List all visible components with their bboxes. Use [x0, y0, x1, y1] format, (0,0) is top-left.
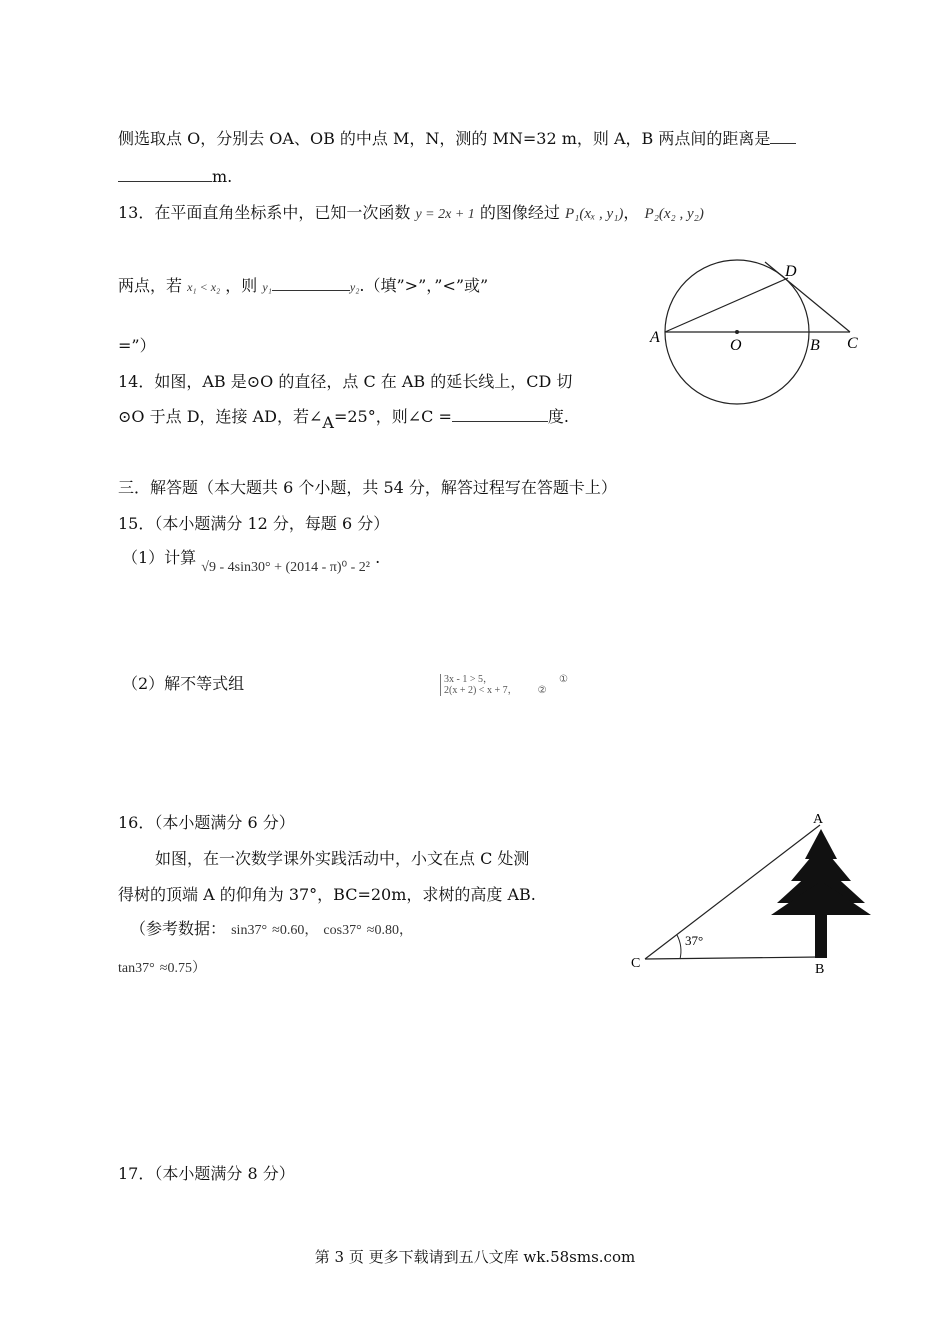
q15-part1: （1）计算 √9 - 4sin30° + (2014 - π)⁰ - 2² .: [122, 548, 381, 575]
q13-function: y = 2x + 1: [415, 207, 475, 222]
label-o: O: [730, 337, 742, 354]
q14-blank: [452, 421, 548, 422]
q16-reference: （参考数据： sin37° ≈0.60， cos37° ≈0.80，: [130, 919, 413, 938]
q12-line1: 侧选取点 O，分别去 OA、OB 的中点 M，N，测的 MN=32 m，则 A，B 两点间的距离是: [118, 129, 796, 149]
q13-line2: 两点，若 x₁ < x₂ ，则 y₁ y₂.（填”>”，”<”或”: [118, 276, 489, 295]
label-a: A: [813, 812, 824, 827]
q16-header: 16．（本小题满分 6 分）: [118, 813, 295, 832]
q16-line1: 如图，在一次数学课外实践活动中，小文在点 C 处测: [155, 849, 530, 868]
center-dot: [735, 330, 739, 334]
label-c: C: [847, 335, 858, 352]
q15-part2: （2）解不等式组: [122, 674, 245, 693]
tree-silhouette: [771, 829, 871, 958]
q13-point-p2: P₂(x₂ , y₂): [644, 206, 704, 222]
angle-label: 37°: [685, 933, 704, 948]
q15-expression: √9 - 4sin30° + (2014 - π)⁰ - 2²: [201, 560, 370, 575]
q13-line3: =”）: [118, 336, 156, 355]
q12-line2: m.: [118, 167, 232, 187]
label-d: D: [785, 263, 797, 280]
q13-line1: 13．在平面直角坐标系中，已知一次函数 y = 2x + 1 的图像经过 P₁(xₓ , y₁)， P₂(x₂ , y₂): [118, 203, 704, 222]
q15-header: 15．（本小题满分 12 分，每题 6 分）: [118, 514, 390, 533]
q16-reference-tan: tan37° ≈0.75）: [118, 961, 206, 976]
circle-tangent-figure: [640, 250, 880, 410]
q13-blank: [272, 290, 350, 291]
q17-header: 17．（本小题满分 8 分）: [118, 1164, 295, 1183]
label-a: A: [650, 329, 660, 346]
label-b: B: [810, 337, 820, 354]
inequality-system: 3x - 1 > 5， ① 2(x + 2) < x + 7， ②: [440, 674, 568, 696]
q14-line2: ⊙O 于点 D，连接 AD，若∠A=25°，则∠C = 度.: [118, 407, 569, 432]
angle-arc: [677, 935, 681, 959]
q16-line2: 得树的顶端 A 的仰角为 37°，BC=20m，求树的高度 AB.: [118, 885, 536, 904]
q14-line1: 14．如图，AB 是⊙O 的直径，点 C 在 AB 的延长线上，CD 切: [118, 372, 573, 391]
label-c: C: [631, 956, 641, 971]
tree-elevation-figure: [625, 805, 875, 980]
label-b: B: [815, 962, 825, 977]
q13-condition: x₁ < x₂: [187, 280, 221, 294]
q12-blank-a: [770, 143, 796, 144]
q12-blank-b: [118, 181, 212, 182]
section3-title: 三．解答题（本大题共 6 个小题，共 54 分，解答过程写在答题卡上）: [118, 478, 617, 497]
line-cb: [645, 957, 820, 959]
tangent-cd: [765, 262, 850, 332]
chord-ad: [665, 278, 788, 332]
page-footer: 第 3 页 更多下载请到五八文库 wk.58sms.com: [314, 1248, 636, 1266]
q13-point-p1: P₁(xₓ , y₁): [565, 206, 624, 222]
